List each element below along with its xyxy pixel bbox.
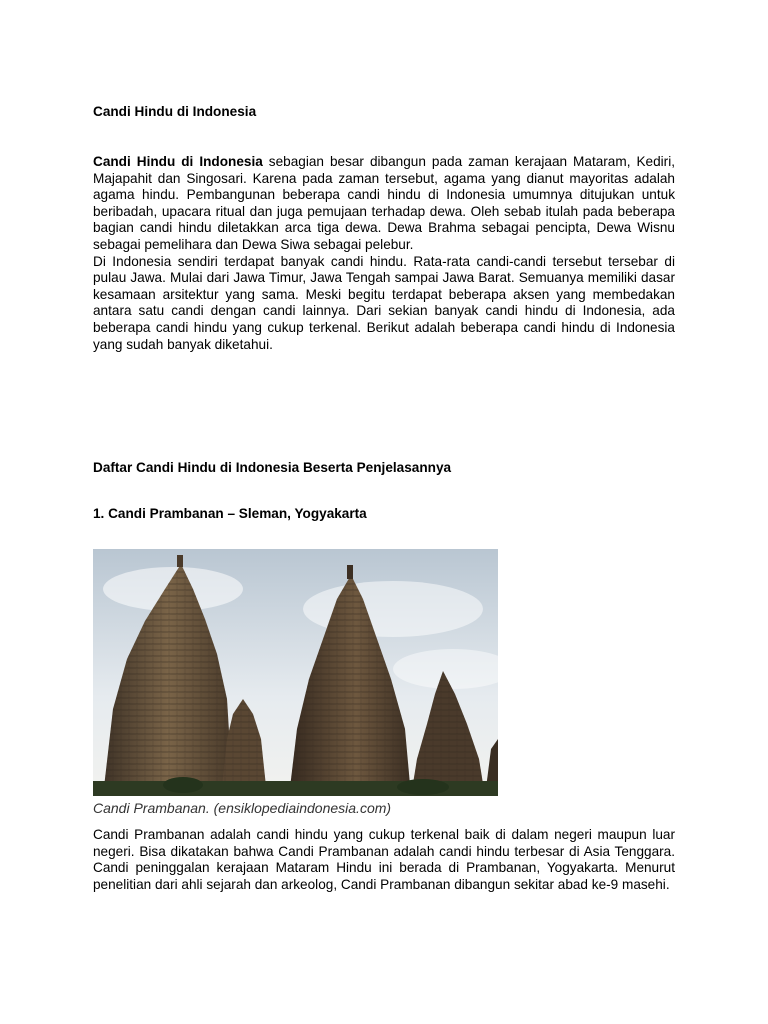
intro-lead-text: sebagian besar dibangun pada zaman kerajaan Mataram, Kediri, Majapahit dan Singosari. Karena pada zaman tersebut, agama yang dianut mayoritas adalah agama hindu. Pembangunan beberapa candi hindu di Indonesia umumnya ditujukan untuk beribadah, upacara ritual dan juga pemujaan terhadap dewa. Oleh sebab itulah pada beberapa bagian candi hindu diletakkan arca tiga dewa. Dewa Brahma sebagai pencipta, Dewa Wisnu sebagai pemelihara dan Dewa Siwa sebagai pelebur. [93, 154, 675, 252]
document-title: Candi Hindu di Indonesia [93, 104, 257, 119]
prambanan-photo [93, 549, 498, 796]
intro-paragraph [93, 154, 675, 254]
intro-section [93, 154, 675, 353]
item-body-paragraph: Candi Prambanan adalah candi hindu yang cukup terkenal baik di dalam negeri maupun luar negeri. Bisa dikatakan bahwa Candi Prambanan adalah candi hindu terbesar di Asia Tenggara. Candi peninggalan kerajaan Mataram Hindu ini berada di Prambanan, Yogyakarta. Menurut penelitian dari ahli sejarah dan arkeolog, Candi Prambanan dibangun sekitar abad ke-9 masehi. [93, 827, 675, 892]
intro-paragraph-2: Di Indonesia sendiri terdapat banyak candi hindu. Rata-rata candi-candi tersebut tersebar di pulau Jawa. Mulai dari Jawa Timur, Jawa Tengah sampai Jawa Barat. Semuanya memiliki dasar kesamaan arsitektur yang sama. Meski begitu terdapat beberapa aksen yang membedakan antara satu candi dengan candi lainnya. Dari sekian banyak candi hindu di Indonesia, ada beberapa candi hindu yang cukup terkenal. Berikut adalah beberapa candi hindu di Indonesia yang sudah banyak diketahui. [93, 253, 675, 352]
photo-caption: Candi Prambanan. (ensiklopediaindonesia.com) [93, 800, 392, 816]
item-body [93, 827, 675, 893]
item-heading: 1. Candi Prambanan – Sleman, Yogyakarta [93, 506, 367, 521]
section-heading: Daftar Candi Hindu di Indonesia Beserta Penjelasannya [93, 460, 452, 475]
prambanan-photo-image [93, 549, 498, 796]
intro-lead-bold: Candi Hindu di Indonesia [93, 154, 263, 169]
